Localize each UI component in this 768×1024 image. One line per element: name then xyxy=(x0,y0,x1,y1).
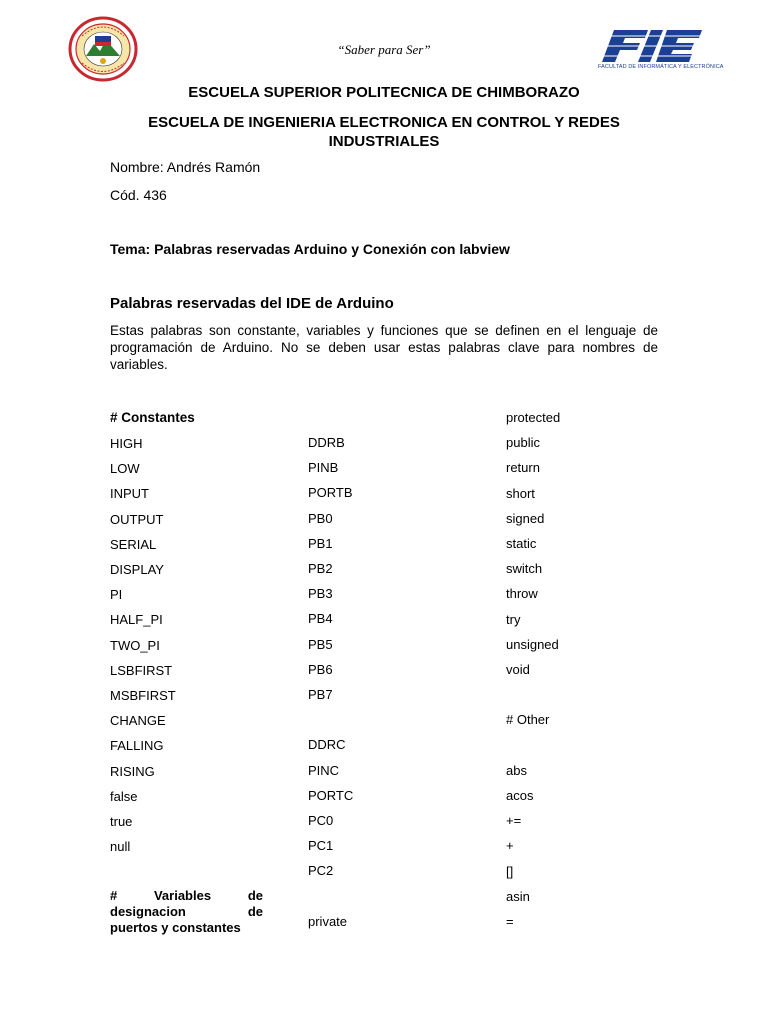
list-item: switch xyxy=(506,561,543,577)
list-item: MSBFIRST xyxy=(110,688,176,703)
list-item: + xyxy=(506,838,514,854)
list-item: static xyxy=(506,536,537,551)
motto: “Saber para Ser” xyxy=(337,42,431,57)
list-item: protected xyxy=(506,410,561,425)
list-item: DDRB xyxy=(308,435,345,450)
variables-header-line: puertos y constantes xyxy=(110,920,241,935)
list-item: PB0 xyxy=(308,510,333,526)
student-code: Cód. 436 xyxy=(110,187,167,203)
list-item: abs xyxy=(506,762,527,778)
list-item: acos xyxy=(506,788,534,803)
list-item: CHANGE xyxy=(110,713,166,729)
list-item: PB6 xyxy=(308,661,333,677)
list-item: [] xyxy=(506,863,514,879)
list-item: signed xyxy=(506,510,545,526)
list-item: HIGH xyxy=(110,436,143,451)
list-item: PB7 xyxy=(308,687,333,702)
list-item: FALLING xyxy=(110,738,164,754)
list-item: PI xyxy=(110,587,123,603)
institution-title: ESCUELA SUPERIOR POLITECNICA DE CHIMBORAZO xyxy=(188,84,580,101)
list-item: PINC xyxy=(308,762,340,778)
list-item: += xyxy=(506,813,522,829)
list-item: PB4 xyxy=(308,611,333,627)
list-item: return xyxy=(506,460,540,476)
list-item: false xyxy=(110,788,138,804)
list-item: asin xyxy=(506,888,530,904)
list-item: SERIAL xyxy=(110,536,157,552)
variables-header-line: # Variables de xyxy=(110,888,263,903)
list-item: PORTC xyxy=(308,787,354,803)
list-item: private xyxy=(308,913,348,929)
intro-paragraph: Estas palabras son constante, variables y funciones que se definen en el lenguaje de programación de Arduino. No se deben usar estas palabras clave para nombres de variables. xyxy=(110,323,658,372)
list-item: PB2 xyxy=(308,561,333,576)
list-item: short xyxy=(506,485,535,501)
list-item: # Other xyxy=(506,712,550,728)
list-item: null xyxy=(110,839,131,855)
list-item: throw xyxy=(506,586,538,602)
list-item: TWO_PI xyxy=(110,637,160,653)
variables-header xyxy=(110,888,263,936)
list-item: PB5 xyxy=(308,636,333,652)
list-item: try xyxy=(506,611,521,627)
list-item: true xyxy=(110,814,133,829)
list-item: DDRC xyxy=(308,737,346,753)
constants-header: # Constantes xyxy=(110,410,195,425)
list-item: OUTPUT xyxy=(110,511,164,527)
list-item: DISPLAY xyxy=(110,562,164,577)
list-item: = xyxy=(506,914,514,929)
fie-logo xyxy=(594,28,724,74)
list-item: PB1 xyxy=(308,535,333,551)
list-item: PINB xyxy=(308,460,339,476)
student-name: Nombre: Andrés Ramón xyxy=(110,159,261,175)
list-item: LOW xyxy=(110,461,140,477)
list-item: PC0 xyxy=(308,813,334,828)
list-item: PC2 xyxy=(308,863,334,879)
school-title: ESCUELA DE INGENIERIA ELECTRONICA EN CONTROL Y REDES INDUSTRIALES xyxy=(148,114,620,150)
list-item: PB3 xyxy=(308,586,333,602)
list-item: PORTB xyxy=(308,485,353,501)
topic-heading: Tema: Palabras reservadas Arduino y Conexión con labview xyxy=(110,241,510,257)
list-item: RISING xyxy=(110,763,155,779)
list-item: INPUT xyxy=(110,486,149,502)
list-item: LSBFIRST xyxy=(110,662,173,678)
variables-header-line: designacion de xyxy=(110,904,263,919)
list-item: void xyxy=(506,662,530,677)
section-title: Palabras reservadas del IDE de Arduino xyxy=(110,295,394,312)
list-item: PC1 xyxy=(308,838,334,854)
list-item: unsigned xyxy=(506,636,559,652)
list-item: HALF_PI xyxy=(110,612,163,628)
fie-logo-subtitle: FACULTAD DE INFORMÁTICA Y ELECTRÓNICA xyxy=(598,64,724,70)
list-item: public xyxy=(506,435,540,451)
fie-logo-icon xyxy=(594,28,716,64)
